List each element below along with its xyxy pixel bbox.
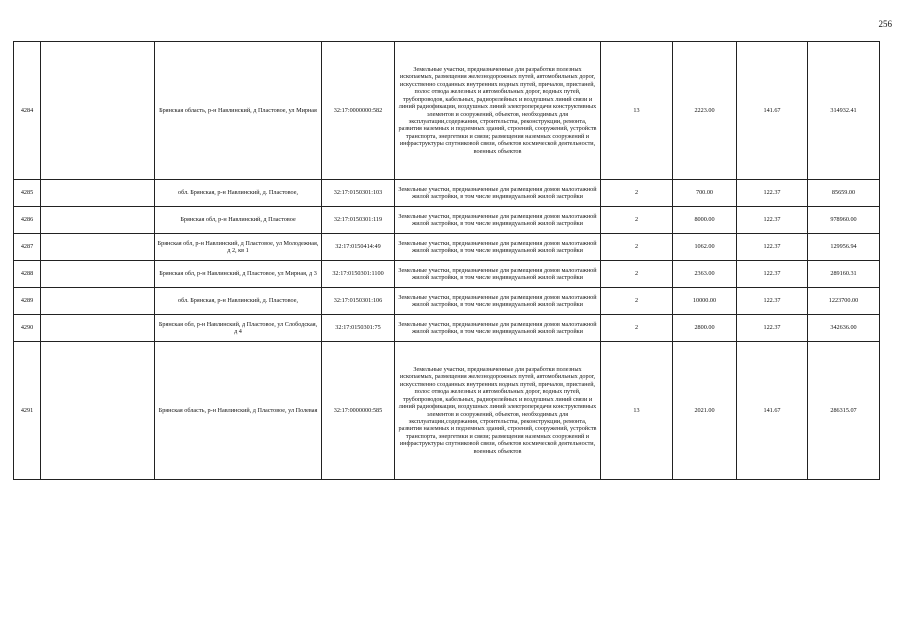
row-number: 4285 — [14, 180, 41, 207]
address-cell: Брянская обл, р-н Навлинский, д Пластовое, ул Слободская, д 4 — [155, 315, 322, 342]
cadastral-number-cell: 32:17:0000000:582 — [322, 42, 395, 180]
land-use-description-cell: Земельные участки, предназначенные для размещения домов малоэтажной жилой застройки, в том числе индивидуальной жилой застройки — [395, 234, 601, 261]
group-cell: 2 — [601, 234, 673, 261]
row-number: 4289 — [14, 288, 41, 315]
empty-cell — [41, 42, 155, 180]
table-row — [14, 315, 880, 342]
rate-cell: 122.37 — [737, 261, 808, 288]
land-use-description-cell: Земельные участки, предназначенные для разработки полезных ископаемых, размещения железнодорожных путей, автомобильных дорог, искусственно созданных внутренних водных путей, причалов, пристаней, полос отвода железных и автомобильных дорог, водных путей, трубопроводов, кабельных, радиорелейных и воздушных линий связи и линий радиофикации, воздушных линий электропередачи конструктивных элементов и сооружений, объектов, необходимых для эксплуатации,содержания, строительства, реконструкции, ремонта, развития наземных и подземных зданий, строений, сооружений, устройств транспорта, энергетики и связи; размещения наземных сооружений и инфраструктуры спутниковой связи, объектов космической деятельности, военных объектов — [395, 42, 601, 180]
rate-cell: 122.37 — [737, 207, 808, 234]
rate-cell: 122.37 — [737, 288, 808, 315]
area-cell: 2021.00 — [673, 342, 737, 480]
cadastral-number-cell: 32:17:0150301:75 — [322, 315, 395, 342]
area-cell: 2223.00 — [673, 42, 737, 180]
table-row — [14, 288, 880, 315]
empty-cell — [41, 234, 155, 261]
group-cell: 2 — [601, 288, 673, 315]
rate-cell: 141.67 — [737, 342, 808, 480]
address-cell: обл. Брянская, р-н Навлинский, д. Пластовое, — [155, 288, 322, 315]
row-number: 4291 — [14, 342, 41, 480]
empty-cell — [41, 342, 155, 480]
rate-cell: 122.37 — [737, 234, 808, 261]
land-use-description-cell: Земельные участки, предназначенные для разработки полезных ископаемых, размещения железнодорожных путей, автомобильных дорог, искусственно созданных внутренних водных путей, причалов, пристаней, полос отвода железных и автомобильных дорог, водных путей, трубопроводов, кабельных, радиорелейных и воздушных линий связи и линий радиофикации, воздушных линий электропередачи конструктивных элементов и сооружений, объектов, необходимых для эксплуатации,содержания, строительства, реконструкции, ремонта, развития наземных и подземных зданий, строений, сооружений, устройств транспорта, энергетики и связи; размещения наземных сооружений и инфраструктуры спутниковой связи, объектов космической деятельности, военных объектов — [395, 342, 601, 480]
area-cell: 700.00 — [673, 180, 737, 207]
area-cell: 8000.00 — [673, 207, 737, 234]
page-number: 256 — [878, 19, 892, 29]
cadastral-value-cell: 1223700.00 — [808, 288, 880, 315]
empty-cell — [41, 180, 155, 207]
rate-cell: 141.67 — [737, 42, 808, 180]
land-use-description-cell: Земельные участки, предназначенные для размещения домов малоэтажной жилой застройки, в том числе индивидуальной жилой застройки — [395, 288, 601, 315]
table-row — [14, 261, 880, 288]
row-number: 4284 — [14, 42, 41, 180]
land-use-description-cell: Земельные участки, предназначенные для размещения домов малоэтажной жилой застройки, в том числе индивидуальной жилой застройки — [395, 261, 601, 288]
cadastral-value-cell: 289160.31 — [808, 261, 880, 288]
address-cell: Брянская область, р-н Навлинский, д Пластовое, ул Полевая — [155, 342, 322, 480]
empty-cell — [41, 207, 155, 234]
row-number: 4287 — [14, 234, 41, 261]
group-cell: 2 — [601, 315, 673, 342]
group-cell: 2 — [601, 180, 673, 207]
row-number: 4286 — [14, 207, 41, 234]
cadastral-number-cell: 32:17:0150301:103 — [322, 180, 395, 207]
cadastral-value-cell: 286315.07 — [808, 342, 880, 480]
table-row — [14, 234, 880, 261]
group-cell: 2 — [601, 207, 673, 234]
land-use-description-cell: Земельные участки, предназначенные для размещения домов малоэтажной жилой застройки, в том числе индивидуальной жилой застройки — [395, 207, 601, 234]
table-row — [14, 207, 880, 234]
cadastral-value-cell: 129956.94 — [808, 234, 880, 261]
cadastral-number-cell: 32:17:0150301:1100 — [322, 261, 395, 288]
rate-cell: 122.37 — [737, 315, 808, 342]
table-row — [14, 180, 880, 207]
address-cell: обл. Брянская, р-н Навлинский, д. Пластовое, — [155, 180, 322, 207]
row-number: 4288 — [14, 261, 41, 288]
address-cell: Брянская обл, р-н Навлинский, д Пластовое, ул Мирная, д 3 — [155, 261, 322, 288]
area-cell: 2363.00 — [673, 261, 737, 288]
land-registry-table — [13, 41, 880, 480]
address-cell: Брянская обл, р-н Навлинский, д Пластовое, ул Молодежная, д 2, кв 1 — [155, 234, 322, 261]
table-row — [14, 42, 880, 180]
cadastral-number-cell: 32:17:0000000:585 — [322, 342, 395, 480]
group-cell: 13 — [601, 42, 673, 180]
cadastral-value-cell: 342636.00 — [808, 315, 880, 342]
cadastral-value-cell: 978960.00 — [808, 207, 880, 234]
address-cell: Брянская обл, р-н Навлинский, д Пластовое — [155, 207, 322, 234]
area-cell: 10000.00 — [673, 288, 737, 315]
land-use-description-cell: Земельные участки, предназначенные для размещения домов малоэтажной жилой застройки, в том числе индивидуальной жилой застройки — [395, 315, 601, 342]
group-cell: 13 — [601, 342, 673, 480]
cadastral-number-cell: 32:17:0150301:106 — [322, 288, 395, 315]
area-cell: 2800.00 — [673, 315, 737, 342]
land-use-description-cell: Земельные участки, предназначенные для размещения домов малоэтажной жилой застройки, в том числе индивидуальной жилой застройки — [395, 180, 601, 207]
empty-cell — [41, 315, 155, 342]
group-cell: 2 — [601, 261, 673, 288]
empty-cell — [41, 261, 155, 288]
row-number: 4290 — [14, 315, 41, 342]
address-cell: Брянская область, р-н Навлинский, д Пластовое, ул Мирная — [155, 42, 322, 180]
cadastral-value-cell: 314932.41 — [808, 42, 880, 180]
table-row — [14, 342, 880, 480]
area-cell: 1062.00 — [673, 234, 737, 261]
rate-cell: 122.37 — [737, 180, 808, 207]
empty-cell — [41, 288, 155, 315]
cadastral-number-cell: 32:17:0150414:49 — [322, 234, 395, 261]
cadastral-number-cell: 32:17:0150301:119 — [322, 207, 395, 234]
cadastral-value-cell: 85659.00 — [808, 180, 880, 207]
